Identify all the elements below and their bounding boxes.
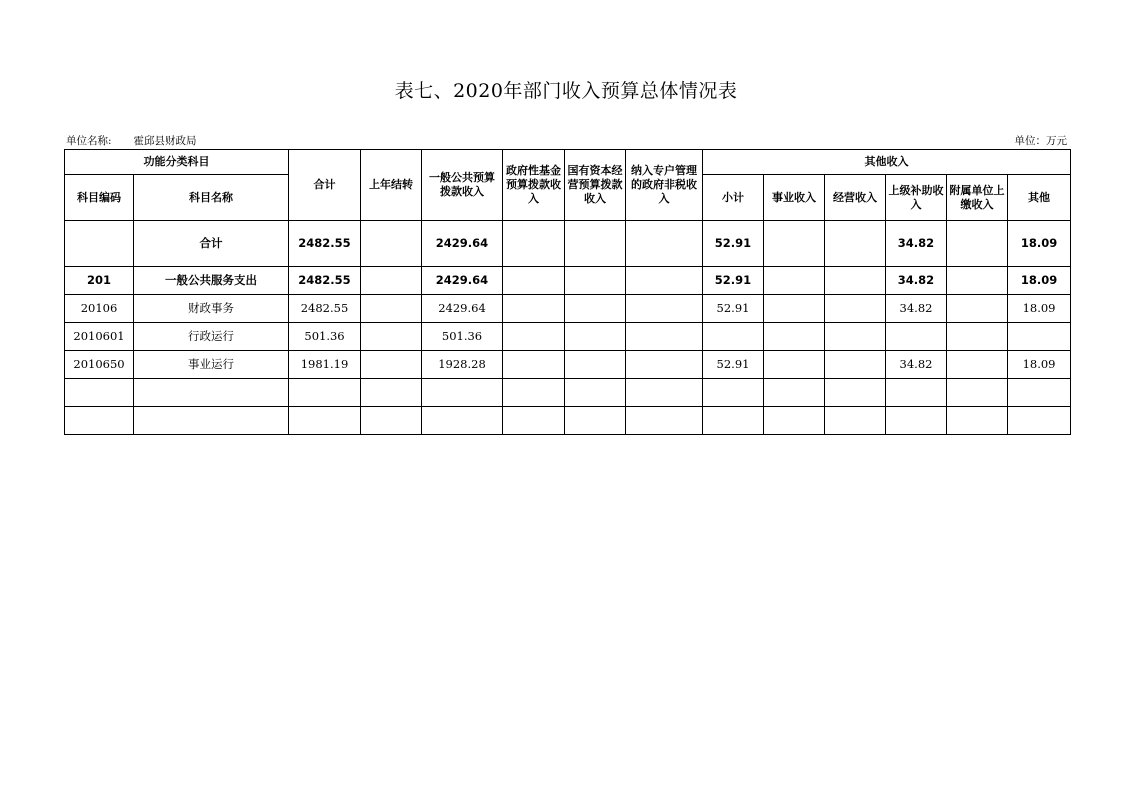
cell-total: 2482.55 bbox=[289, 221, 361, 267]
cell-business bbox=[764, 267, 825, 295]
page-title: 表七、2020年部门收入预算总体情况表 bbox=[394, 80, 738, 102]
cell-code: 2010650 bbox=[65, 351, 134, 379]
cell-superior-subsidy bbox=[886, 407, 947, 435]
cell-name: 财政事务 bbox=[134, 295, 289, 323]
header-general: 一般公共预算拨款收入 bbox=[422, 150, 503, 221]
cell-affiliated bbox=[947, 323, 1008, 351]
cell-subtotal bbox=[703, 323, 764, 351]
cell-operating bbox=[825, 323, 886, 351]
cell-total bbox=[289, 379, 361, 407]
cell-code bbox=[65, 221, 134, 267]
cell-business bbox=[764, 379, 825, 407]
cell-fund bbox=[503, 323, 565, 351]
cell-business bbox=[764, 351, 825, 379]
cell-operating bbox=[825, 407, 886, 435]
table-row bbox=[65, 407, 1071, 435]
cell-superior-subsidy: 34.82 bbox=[886, 295, 947, 323]
cell-affiliated bbox=[947, 295, 1008, 323]
table-row bbox=[65, 323, 1071, 351]
header-state-capital: 国有资本经营预算拨款收入 bbox=[565, 150, 626, 221]
cell-operating bbox=[825, 267, 886, 295]
cell-special-nontax bbox=[626, 267, 703, 295]
cell-carryover bbox=[361, 295, 422, 323]
cell-business bbox=[764, 221, 825, 267]
cell-affiliated bbox=[947, 379, 1008, 407]
cell-fund bbox=[503, 267, 565, 295]
cell-other bbox=[1008, 379, 1071, 407]
cell-subtotal: 52.91 bbox=[703, 351, 764, 379]
cell-code: 201 bbox=[65, 267, 134, 295]
cell-name: 合计 bbox=[134, 221, 289, 267]
header-operating: 经营收入 bbox=[825, 175, 886, 221]
cell-other: 18.09 bbox=[1008, 221, 1071, 267]
cell-carryover bbox=[361, 351, 422, 379]
cell-state-capital bbox=[565, 323, 626, 351]
cell-name bbox=[134, 407, 289, 435]
cell-other: 18.09 bbox=[1008, 267, 1071, 295]
cell-superior-subsidy: 34.82 bbox=[886, 267, 947, 295]
cell-code: 20106 bbox=[65, 295, 134, 323]
cell-fund bbox=[503, 221, 565, 267]
header-superior-subsidy: 上级补助收入 bbox=[886, 175, 947, 221]
cell-business bbox=[764, 407, 825, 435]
cell-affiliated bbox=[947, 267, 1008, 295]
unit-name-label: 单位名称: bbox=[66, 135, 112, 147]
cell-special-nontax bbox=[626, 351, 703, 379]
table-row bbox=[65, 351, 1071, 379]
cell-fund bbox=[503, 379, 565, 407]
cell-superior-subsidy bbox=[886, 323, 947, 351]
cell-general bbox=[422, 379, 503, 407]
header-name: 科目名称 bbox=[134, 175, 289, 221]
cell-name: 事业运行 bbox=[134, 351, 289, 379]
cell-name bbox=[134, 379, 289, 407]
cell-subtotal: 52.91 bbox=[703, 221, 764, 267]
cell-general: 501.36 bbox=[422, 323, 503, 351]
cell-subtotal bbox=[703, 407, 764, 435]
header-business: 事业收入 bbox=[764, 175, 825, 221]
cell-affiliated bbox=[947, 221, 1008, 267]
cell-subtotal bbox=[703, 379, 764, 407]
cell-carryover bbox=[361, 323, 422, 351]
cell-superior-subsidy: 34.82 bbox=[886, 221, 947, 267]
header-subtotal: 小计 bbox=[703, 175, 764, 221]
cell-state-capital bbox=[565, 379, 626, 407]
table-row bbox=[65, 221, 1071, 267]
cell-superior-subsidy bbox=[886, 379, 947, 407]
cell-superior-subsidy: 34.82 bbox=[886, 351, 947, 379]
cell-subtotal: 52.91 bbox=[703, 295, 764, 323]
cell-name: 一般公共服务支出 bbox=[134, 267, 289, 295]
cell-other bbox=[1008, 407, 1071, 435]
cell-operating bbox=[825, 379, 886, 407]
cell-general: 1928.28 bbox=[422, 351, 503, 379]
cell-special-nontax bbox=[626, 323, 703, 351]
header-other-group: 其他收入 bbox=[703, 150, 1071, 175]
cell-other: 18.09 bbox=[1008, 351, 1071, 379]
unit-label: 单位：万元 bbox=[1014, 135, 1067, 147]
cell-state-capital bbox=[565, 407, 626, 435]
cell-general bbox=[422, 407, 503, 435]
cell-carryover bbox=[361, 267, 422, 295]
table-row bbox=[65, 295, 1071, 323]
header-special-nontax: 纳入专户管理的政府非税收入 bbox=[626, 150, 703, 221]
cell-other bbox=[1008, 323, 1071, 351]
cell-state-capital bbox=[565, 351, 626, 379]
header-other: 其他 bbox=[1008, 175, 1071, 221]
cell-code bbox=[65, 407, 134, 435]
cell-code: 2010601 bbox=[65, 323, 134, 351]
cell-fund bbox=[503, 407, 565, 435]
cell-total: 501.36 bbox=[289, 323, 361, 351]
table-row bbox=[65, 379, 1071, 407]
cell-special-nontax bbox=[626, 379, 703, 407]
header-code: 科目编码 bbox=[65, 175, 134, 221]
header-function-group: 功能分类科目 bbox=[65, 150, 289, 175]
cell-total bbox=[289, 407, 361, 435]
cell-affiliated bbox=[947, 407, 1008, 435]
cell-state-capital bbox=[565, 221, 626, 267]
cell-general: 2429.64 bbox=[422, 221, 503, 267]
header-row-1 bbox=[65, 150, 1071, 175]
cell-operating bbox=[825, 351, 886, 379]
cell-general: 2429.64 bbox=[422, 295, 503, 323]
header-total: 合计 bbox=[289, 150, 361, 221]
cell-business bbox=[764, 323, 825, 351]
cell-name: 行政运行 bbox=[134, 323, 289, 351]
budget-table bbox=[64, 149, 1071, 435]
cell-total: 2482.55 bbox=[289, 267, 361, 295]
unit-name-value: 霍邱县财政局 bbox=[133, 135, 197, 147]
cell-business bbox=[764, 295, 825, 323]
header-carryover: 上年结转 bbox=[361, 150, 422, 221]
cell-total: 2482.55 bbox=[289, 295, 361, 323]
cell-special-nontax bbox=[626, 221, 703, 267]
cell-operating bbox=[825, 221, 886, 267]
cell-general: 2429.64 bbox=[422, 267, 503, 295]
header-fund: 政府性基金预算拨款收入 bbox=[503, 150, 565, 221]
table-row bbox=[65, 267, 1071, 295]
cell-carryover bbox=[361, 221, 422, 267]
cell-operating bbox=[825, 295, 886, 323]
cell-carryover bbox=[361, 407, 422, 435]
cell-total: 1981.19 bbox=[289, 351, 361, 379]
cell-affiliated bbox=[947, 351, 1008, 379]
cell-special-nontax bbox=[626, 295, 703, 323]
cell-fund bbox=[503, 351, 565, 379]
cell-code bbox=[65, 379, 134, 407]
header-affiliated: 附属单位上缴收入 bbox=[947, 175, 1008, 221]
cell-subtotal: 52.91 bbox=[703, 267, 764, 295]
unit-name-line bbox=[66, 133, 197, 148]
cell-special-nontax bbox=[626, 407, 703, 435]
cell-carryover bbox=[361, 379, 422, 407]
cell-other: 18.09 bbox=[1008, 295, 1071, 323]
cell-state-capital bbox=[565, 295, 626, 323]
cell-state-capital bbox=[565, 267, 626, 295]
cell-fund bbox=[503, 295, 565, 323]
